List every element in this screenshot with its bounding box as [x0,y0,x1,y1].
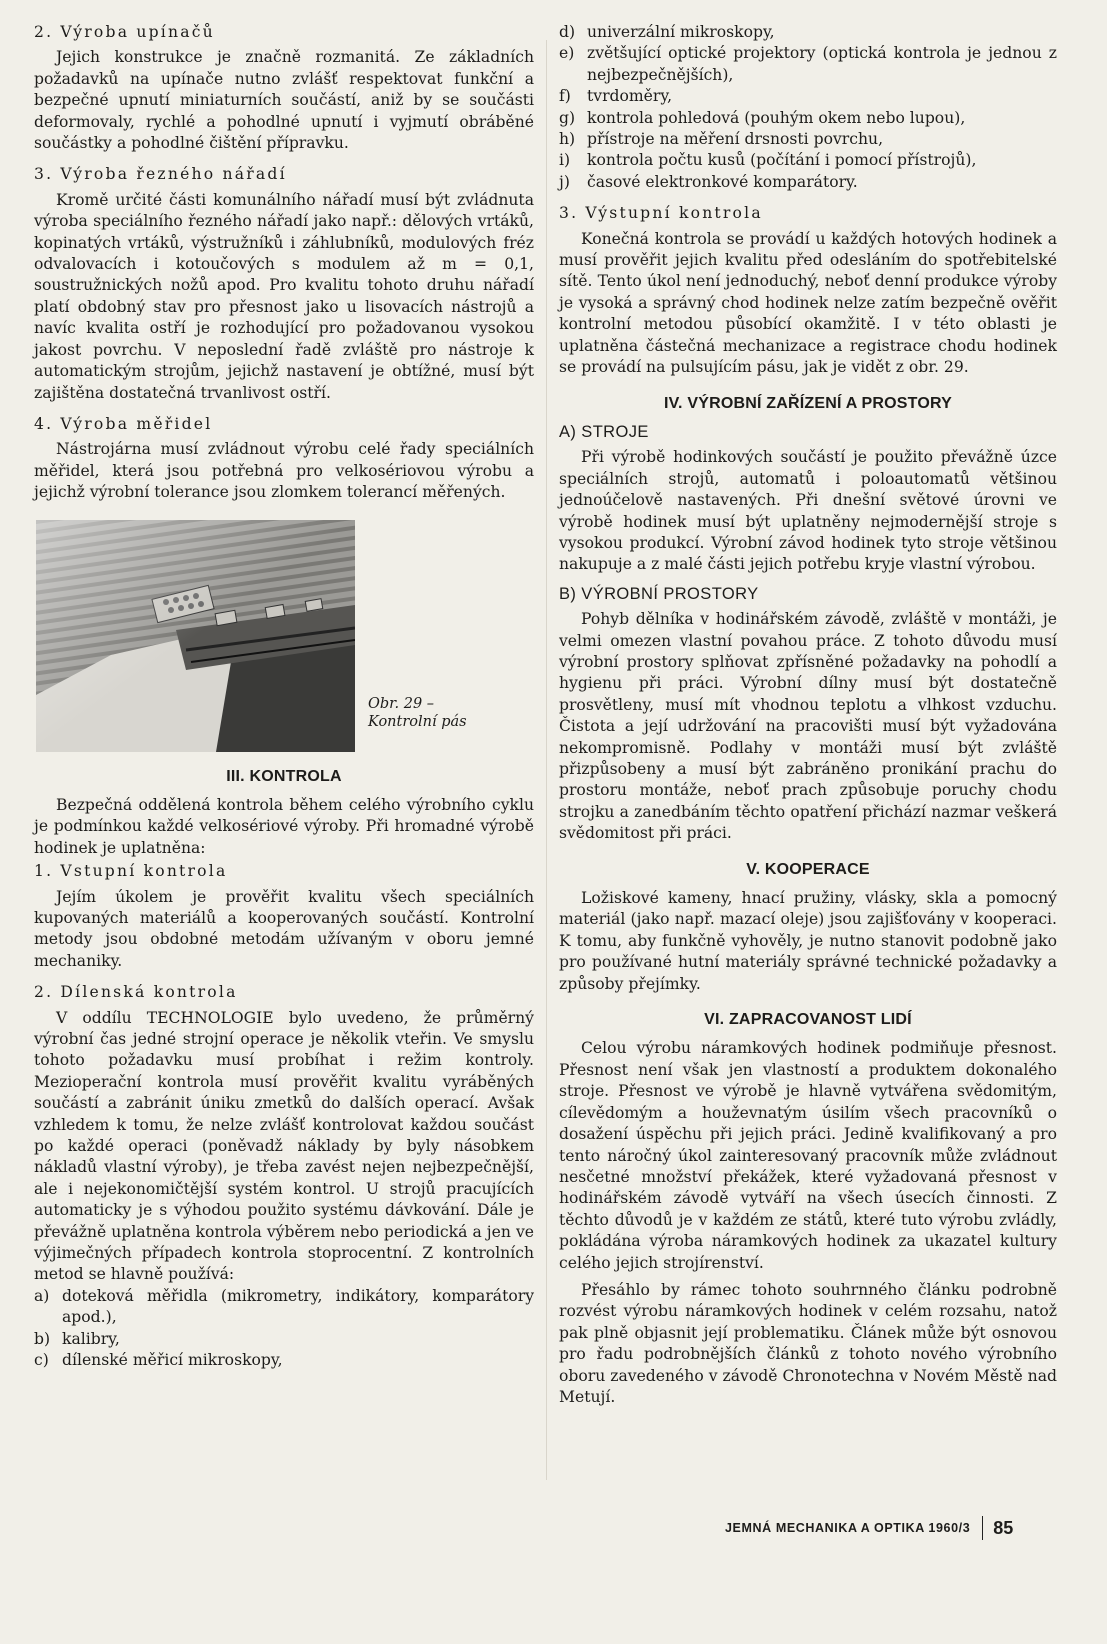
list-item-letter: h) [559,130,576,149]
list-item-letter: i) [559,151,571,170]
list-item-text: kontrola pohledová (pouhým okem nebo lupou), [587,108,966,127]
section-title-upinace: 2. Výroba upínačů [34,23,215,41]
paragraph-upinace: Jejich konstrukce je značně rozmanitá. Ze základních požadavků na upínače nutno zvlášť respektovat funkční a bezpečné upnutí miniaturních součástí, aniž by se součásti deformovaly, rychlé a pohodlné upnutí i vyjmutí obráběné součástky a pohodlné čištění přípravku. [34,48,534,153]
paragraph-kooperace: Ložiskové kameny, hnací pružiny, vlásky, skla a pomocný materiál (jako např. mazací oleje) jsou zajišťovány v kooperaci. K tomu, aby funkčně vyhověly, je nutno stanovit podobně jako pro používané hutní materiály správné technické požadavky a způsoby přejímky. [559,889,1057,993]
subheading-stroje: A) STROJE [559,422,649,441]
list-item [559,172,1057,193]
heading-vyrobni-zarizeni: IV. VÝROBNÍ ZAŘÍZENÍ A PROSTORY [663,394,953,412]
list-item-letter: b) [34,1329,51,1348]
list-item [34,1329,534,1350]
footer-divider [982,1516,983,1540]
figure-29 [34,520,534,752]
subsection-title-vstupni: 1. Vstupní kontrola [34,862,228,881]
figure-caption-number: Obr. 29 – [368,695,435,712]
paragraph-zapracovanost-2: Přesáhlo by rámec tohoto souhrnného článku podrobně rozvést výrobu náramkových hodinek v celém rozsahu, natož pak plně objasnit její problematiku. Článek může být osnovou pro řadu podrobnějších článků z tohoto nového výrobního oboru zavedeného v závodě Chronotechna v Novém Městě nad Metují. [559,1280,1057,1406]
paragraph-vystupni: Konečná kontrola se provádí u každých hotových hodinek a musí prověřit jejich kvalitu před odesláním do spotřebitelské sítě. Tento úkol není jednoduchý, neboť denní produkce výroby je vysoká a správný chod hodinek nelze zatím bezpečně ověřit kontrolní metodou působící okamžitě. I v této oblasti je uplatněna částečná mechanizace a registrace chodu hodinek se provádí na pulsujícím pásu, jak je vidět z obr. 29. [559,229,1057,377]
paragraph-vstupni: Jejím úkolem je prověřit kvalitu všech speciálních kupovaných materiálů a kooperovaných součástí. Kontrolní metody jsou obdobné metodám užívaným v oboru jemné mechaniky. [34,887,534,970]
list-item-text: univerzální mikroskopy, [587,23,775,41]
figure-caption [368,695,467,731]
list-item [559,150,1057,171]
list-item-text: doteková měřidla (mikrometry, indikátory, komparátory apod.), [62,1286,534,1327]
list-item-text: tvrdoměry, [587,87,673,106]
column-gutter [546,40,547,1480]
paragraph-dilenska: V oddílu TECHNOLOGIE bylo uvedeno, že průměrný výrobní čas jedné strojní operace je několik vteřin. Ve smyslu tohoto požadavku musí probíhat i režim kontroly. Mezioperační kontrola musí prověřit kvalitu vyráběných součástí a zabránit úniku zmetků do dalších operací. Avšak vzhledem k tomu, že nelze zvlášť kontrolovat každou součást po každé operaci (poněvadž náklady by byly násobkem nákladů vlastní výroby), je třeba zavést nejen nejbezpečnější, ale i nejekonomičtější systém kontrol. U strojů pracujících automaticky je s výhodou použito systému dávkování. Dále je převážně uplatněna kontrola výběrem nebo periodická a jen ve výjimečných případech kontrola stoprocentní. Z kontrolních metod se hlavně používá: [34,1008,534,1284]
paragraph-meridla: Nástrojárna musí zvládnout výrobu celé řady speciálních měřidel, která jsou potřebná pro velkosériovou výrobu a jejichž výrobní tolerance jsou zlomkem tolerancí měřených. [34,440,534,502]
list-item-letter: g) [559,108,576,127]
left-column [34,22,534,1372]
heading-zapracovanost: VI. ZAPRACOVANOST LIDÍ [704,1011,912,1029]
figure-caption-title: Kontrolní pás [368,713,467,730]
section-title-meridla: 4. Výroba měřidel [34,414,213,433]
right-column [559,22,1057,1408]
paragraph-kontrola: Bezpečná oddělená kontrola během celého výrobního cyklu je podmínkou každé velkosériové výroby. Při hromadné výrobě hodinek je uplatněna: [34,795,534,857]
list-item-letter: c) [34,1351,49,1370]
list-item-letter: j) [559,172,570,191]
subsection-title-dilenska: 2. Dílenská kontrola [34,983,238,1002]
journal-name: JEMNÁ MECHANIKA A OPTIKA 1960/3 [725,1521,971,1535]
list-item [559,129,1057,150]
paragraph-stroje: Při výrobě hodinkových součástí je použito převážně úzce speciálních strojů, automatů i poloautomatů většinou jednoúčelově nastavených. Při dnešní světové úrovni ve výrobě hodinek musí být uplatněny nejmodernější stroje s vysokou produkcí. Výrobní závod hodinek tyto stroje většinou nakupuje a z malé části jejich potřebu kryje vlastní výrobou. [559,448,1057,574]
list-item-text: přístroje na měření drsnosti povrchu, [587,130,884,149]
list-item [34,1286,534,1329]
control-methods-list-right [559,22,1057,193]
paragraph-zapracovanost-1: Celou výrobu náramkových hodinek podmiňuje přesnost. Přesnost není však jen vlastností a produktem dokonalého stroje. Přesnost ve výrobě je hlavně vytvářena svědomitým, cílevědomým a houževnatým úsilím všech pracovníků o dosažení úspěchu při jejich práci. Jedině kvalifikovaný a pro tento náročný úkol zainteresovaný pracovník může zvládnout nesčetné množství překážek, které vyžadovaná přesnost v hodinářském závodě vytváří na všech úsecích činnosti. Z těchto důvodů je v každém ze států, které tuto výrobu zvládly, pokládána výroba náramkových hodinek za ukazatel kultury celého jejich strojírenství. [559,1039,1057,1272]
paragraph-rezne-naradi: Kromě určité části komunálního nářadí musí být zvládnuta výroba speciálního řezného nářadí jako např.: dělových vrtáků, kopinatých vrtáků, výstružníků i záhlubníků, modulových fréz odvalovacích i kotoučových s modulem až m = 0,1, soustružnických nožů apod. Pro kvalitu tohoto druhu nářadí platí obdobný stav pro přesnost jako u lisovacích nástrojů a navíc kvalita ostří je rozhodující pro požadovanou vysokou jakost povrchu. V neposlední řadě zvláště pro nástroje k automatickým strojům, jejichž nastavení je obtížné, musí být zajištěna dostatečná trvanlivost ostří. [34,190,534,402]
paragraph-vyrobni-prostory: Pohyb dělníka v hodinářském závodě, zvláště v montáži, je velmi omezen vlastní povahou práce. Z tohoto důvodu musí výrobní prostory splňovat zpřísněné požadavky na pohodlí a hygienu při práci. Výrobní dílny musí být dostatečně prosvětleny, musí mít vhodnou teplotu a vlhkost vzduchu. Čistota a její udržování na pracovišti musí být vyžadována nekompromisně. Podlahy v montáži musí být zvláště přizpůsobeny a musí být zabráněno pronikání prachu do prostoru montáže, neboť prach způsobuje poruchy chodu strojku a zanedbáním těchto opatření přichází nazmar veškerá svědomitost při práci. [559,610,1057,843]
list-item-text: zvětšující optické projektory (optická kontrola je jednou z nejbezpečnějších), [587,44,1057,84]
list-item-letter: f) [559,87,571,106]
control-belt-photo [36,520,355,752]
subsection-title-vystupni: 3. Výstupní kontrola [559,204,763,223]
heading-kontrola: III. KONTROLA [226,767,342,785]
heading-kooperace: V. KOOPERACE [746,860,870,878]
page-number: 85 [993,1517,1014,1538]
list-item [34,1350,534,1371]
list-item-text: kalibry, [62,1329,120,1348]
list-item-letter: a) [34,1286,50,1305]
control-methods-list-left [34,1286,534,1372]
list-item-letter: e) [559,44,575,63]
page-footer [725,1516,1013,1540]
list-item [559,22,1057,43]
list-item-text: dílenské měřicí mikroskopy, [62,1351,283,1370]
list-item [559,43,1057,86]
list-item-letter: d) [559,23,576,41]
subheading-vyrobni-prostory: B) VÝROBNÍ PROSTORY [559,584,759,603]
list-item [559,86,1057,107]
section-title-rezne-naradi: 3. Výroba řezného nářadí [34,165,287,184]
list-item [559,108,1057,129]
list-item-text: časové elektronkové komparátory. [587,172,858,191]
list-item-text: kontrola počtu kusů (počítání i pomocí přístrojů), [587,151,977,170]
